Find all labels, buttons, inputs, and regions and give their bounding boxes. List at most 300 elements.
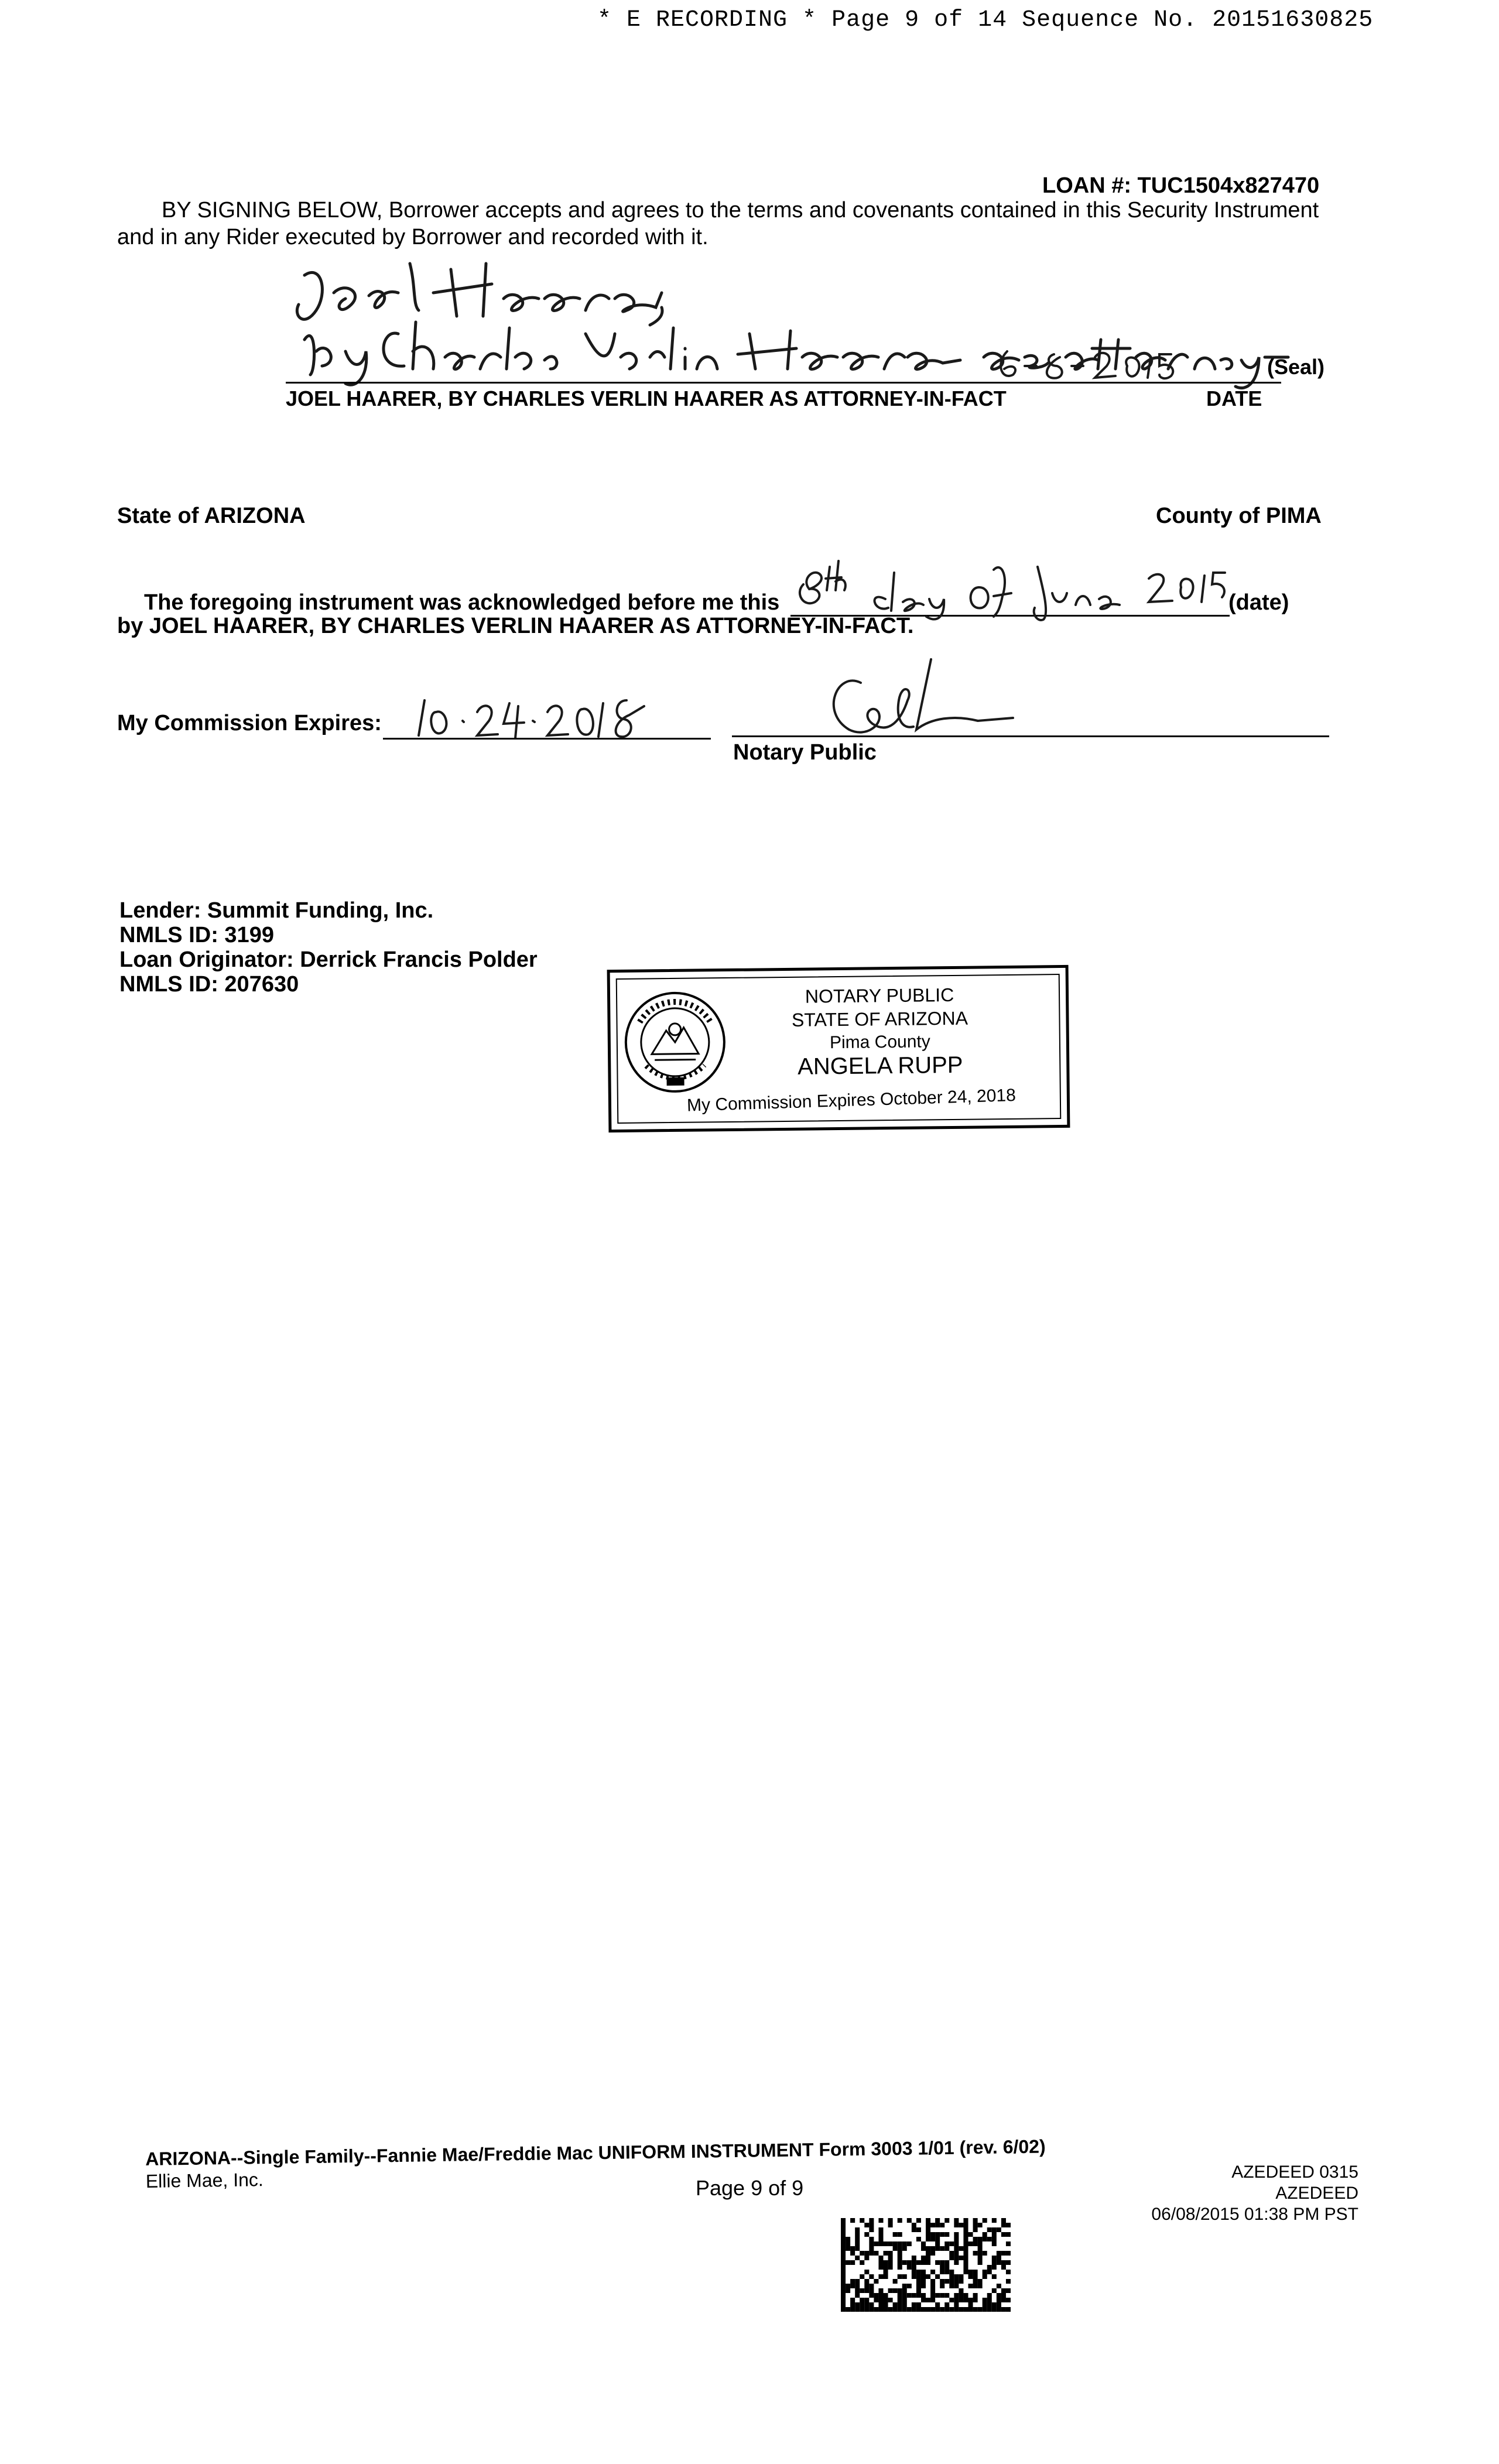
barcode-module: [855, 2293, 860, 2298]
barcode-module: [930, 2251, 935, 2256]
barcode-module: [992, 2227, 997, 2232]
barcode-module: [898, 2232, 902, 2237]
barcode-module: [864, 2270, 869, 2274]
barcode-module: [874, 2293, 878, 2298]
barcode-module: [898, 2298, 902, 2302]
barcode-module: [930, 2223, 935, 2227]
barcode-module: [1006, 2279, 1011, 2284]
barcode-module: [907, 2265, 912, 2270]
barcode-module: [916, 2293, 921, 2298]
barcode-module: [978, 2223, 983, 2227]
barcode-module: [878, 2218, 883, 2223]
barcode-module: [959, 2279, 963, 2284]
barcode-module: [864, 2279, 869, 2284]
barcode-module: [987, 2265, 992, 2270]
barcode-module: [893, 2241, 898, 2246]
barcode-module: [850, 2279, 855, 2284]
barcode-module: [888, 2251, 893, 2256]
barcode-module: [926, 2232, 930, 2237]
barcode-module: [902, 2284, 907, 2288]
barcode-module: [850, 2218, 855, 2223]
barcode-module: [963, 2218, 968, 2223]
barcode-module: [898, 2302, 902, 2307]
barcode-module: [949, 2284, 954, 2288]
barcode-module: [949, 2307, 954, 2312]
barcode-module: [940, 2279, 944, 2284]
signature-date-label: DATE: [1206, 386, 1262, 410]
barcode-module: [850, 2298, 855, 2302]
barcode-module: [860, 2274, 864, 2279]
barcode-module: [878, 2298, 883, 2302]
barcode-module: [898, 2265, 902, 2270]
barcode-module: [864, 2256, 869, 2260]
barcode-module: [930, 2270, 935, 2274]
barcode-module: [841, 2270, 846, 2274]
barcode-module: [841, 2293, 846, 2298]
barcode-module: [846, 2288, 850, 2293]
barcode-module: [954, 2307, 959, 2312]
barcode-module: [987, 2307, 992, 2312]
barcode-module: [912, 2260, 916, 2265]
barcode-module: [869, 2241, 874, 2246]
barcode-module: [902, 2260, 907, 2265]
barcode-module: [997, 2260, 1001, 2265]
barcode-module: [898, 2241, 902, 2246]
barcode-module: [954, 2260, 959, 2265]
barcode-module: [968, 2302, 973, 2307]
barcode-module: [987, 2227, 992, 2232]
barcode-module: [935, 2237, 940, 2241]
barcode-module: [878, 2232, 883, 2237]
barcode-module: [997, 2307, 1001, 2312]
barcode-module: [884, 2274, 888, 2279]
barcode-module: [944, 2302, 949, 2307]
barcode-module: [935, 2246, 940, 2251]
barcode-module: [916, 2307, 921, 2312]
barcode-module: [888, 2241, 893, 2246]
barcode-module: [898, 2218, 902, 2223]
barcode-module: [921, 2270, 926, 2274]
barcode-module: [954, 2293, 959, 2298]
barcode-module: [907, 2260, 912, 2265]
barcode-module: [978, 2251, 983, 2256]
commission-label: My Commission Expires:: [117, 711, 382, 735]
barcode-module: [940, 2270, 944, 2274]
barcode-module: [841, 2232, 846, 2237]
barcode-module: [841, 2265, 846, 2270]
barcode-module: [916, 2227, 921, 2232]
barcode-module: [930, 2293, 935, 2298]
barcode-module: [888, 2223, 893, 2227]
barcode-module: [973, 2274, 978, 2279]
barcode-module: [916, 2237, 921, 2241]
barcode-module: [963, 2227, 968, 2232]
barcode-module: [973, 2241, 978, 2246]
loan-number: LOAN #: TUC1504x827470: [1042, 173, 1320, 198]
barcode-module: [1001, 2232, 1006, 2237]
notary-stamp-county: Pima County: [829, 1032, 930, 1053]
barcode-module: [855, 2241, 860, 2246]
barcode-module: [864, 2298, 869, 2302]
barcode-module: [884, 2241, 888, 2246]
barcode-module: [1006, 2270, 1011, 2274]
barcode-module: [954, 2241, 959, 2246]
barcode-module: [898, 2288, 902, 2293]
barcode-module: [902, 2288, 907, 2293]
barcode-module: [949, 2256, 954, 2260]
barcode-module: [902, 2298, 907, 2302]
barcode-module: [978, 2246, 983, 2251]
barcode-module: [983, 2218, 987, 2223]
barcode-module: [921, 2284, 926, 2288]
barcode-module: [926, 2274, 930, 2279]
acknowledgment-signer: by JOEL HAARER, BY CHARLES VERLIN HAARER AS ATTORNEY-IN-FACT.: [117, 614, 914, 638]
barcode-module: [864, 2251, 869, 2256]
barcode-module: [869, 2246, 874, 2251]
barcode-module: [954, 2237, 959, 2241]
barcode-module: [963, 2232, 968, 2237]
barcode-module: [878, 2274, 883, 2279]
barcode-module: [912, 2265, 916, 2270]
barcode-module: [959, 2307, 963, 2312]
barcode-module: [983, 2270, 987, 2274]
barcode-module: [983, 2298, 987, 2302]
barcode-module: [1006, 2251, 1011, 2256]
loan-originator: Loan Originator: Derrick Francis Polder: [119, 947, 538, 972]
barcode-module: [949, 2298, 954, 2302]
barcode-module: [968, 2241, 973, 2246]
barcode-module: [860, 2298, 864, 2302]
barcode-module: [850, 2302, 855, 2307]
barcode-module: [997, 2293, 1001, 2298]
barcode-module: [893, 2232, 898, 2237]
barcode-module: [968, 2307, 973, 2312]
barcode-module: [841, 2298, 846, 2302]
barcode-module: [841, 2288, 846, 2293]
barcode-module: [916, 2302, 921, 2307]
barcode-module: [949, 2241, 954, 2246]
barcode-module: [884, 2302, 888, 2307]
barcode-module: [973, 2251, 978, 2256]
barcode-module: [935, 2232, 940, 2237]
commission-line: [383, 738, 711, 740]
barcode-module: [884, 2251, 888, 2256]
barcode-module: [973, 2227, 978, 2232]
barcode-module: [864, 2307, 869, 2312]
barcode-module: [869, 2307, 874, 2312]
barcode-module: [841, 2218, 846, 2223]
barcode-module: [1006, 2260, 1011, 2265]
barcode-module: [973, 2298, 978, 2302]
barcode-module: [926, 2251, 930, 2256]
barcode-module: [1001, 2288, 1006, 2293]
barcode-module: [963, 2298, 968, 2302]
notary-stamp-state: STATE OF ARIZONA: [791, 1007, 968, 1031]
barcode-module: [850, 2307, 855, 2312]
barcode-module: [907, 2307, 912, 2312]
barcode-module: [944, 2307, 949, 2312]
barcode-module: [983, 2274, 987, 2279]
barcode-module: [968, 2284, 973, 2288]
barcode-module: [898, 2293, 902, 2298]
barcode-module: [864, 2232, 869, 2237]
barcode-module: [869, 2218, 874, 2223]
barcode-module: [860, 2251, 864, 2256]
barcode-module: [935, 2223, 940, 2227]
barcode-module: [850, 2246, 855, 2251]
barcode-module: [992, 2260, 997, 2265]
barcode-module: [992, 2241, 997, 2246]
barcode-module: [921, 2298, 926, 2302]
barcode-module: [963, 2265, 968, 2270]
barcode-module: [841, 2237, 846, 2241]
barcode-module: [978, 2307, 983, 2312]
barcode-module: [860, 2288, 864, 2293]
county-label: County of PIMA: [1156, 504, 1322, 528]
barcode-module: [921, 2256, 926, 2260]
barcode-module: [907, 2241, 912, 2246]
barcode-module: [992, 2256, 997, 2260]
barcode-module: [983, 2232, 987, 2237]
barcode-module: [997, 2227, 1001, 2232]
barcode-module: [850, 2260, 855, 2265]
barcode-module: [869, 2227, 874, 2232]
barcode-module: [992, 2265, 997, 2270]
barcode-module: [997, 2302, 1001, 2307]
notary-signature: [814, 648, 1025, 747]
barcode-module: [963, 2223, 968, 2227]
barcode-module: [855, 2279, 860, 2284]
barcode-module: [940, 2246, 944, 2251]
barcode-module: [841, 2284, 846, 2288]
barcode-module: [926, 2218, 930, 2223]
barcode-module: [921, 2307, 926, 2312]
barcode-module: [921, 2260, 926, 2265]
barcode-module: [921, 2293, 926, 2298]
barcode-module: [954, 2298, 959, 2302]
barcode-module: [864, 2284, 869, 2288]
barcode-module: [907, 2284, 912, 2288]
barcode-module: [963, 2246, 968, 2251]
signing-statement: BY SIGNING BELOW, Borrower accepts and agrees to the terms and covenants contained in this Security Instrument and in any Rider executed by Borrower and recorded with it.: [117, 198, 1319, 249]
barcode-module: [893, 2246, 898, 2251]
barcode-module: [959, 2223, 963, 2227]
barcode-module: [935, 2274, 940, 2279]
barcode-module: [855, 2237, 860, 2241]
barcode-module: [888, 2288, 893, 2293]
notary-stamp: [607, 965, 1070, 1132]
barcode-module: [1001, 2251, 1006, 2256]
footer-code-1: AZEDEED 0315: [1231, 2162, 1358, 2182]
barcode-module: [846, 2260, 850, 2265]
barcode-module: [916, 2288, 921, 2293]
signature-handwritten-date: [990, 340, 1224, 386]
barcode-module: [959, 2274, 963, 2279]
barcode-module: [973, 2223, 978, 2227]
acknowledgment-date-label: (date): [1228, 590, 1289, 615]
barcode-module: [912, 2302, 916, 2307]
barcode-module: [1001, 2265, 1006, 2270]
barcode-module: [898, 2256, 902, 2260]
barcode-module: [949, 2270, 954, 2274]
barcode-module: [1001, 2293, 1006, 2298]
barcode-module: [878, 2227, 883, 2232]
barcode-module: [888, 2256, 893, 2260]
barcode-module: [907, 2218, 912, 2223]
barcode-module: [846, 2237, 850, 2241]
barcode-module: [973, 2279, 978, 2284]
barcode-module: [846, 2246, 850, 2251]
barcode-module: [916, 2284, 921, 2288]
barcode-module: [954, 2218, 959, 2223]
barcode-module: [916, 2270, 921, 2274]
barcode-module: [912, 2223, 916, 2227]
barcode-module: [893, 2279, 898, 2284]
acknowledgment-text: The foregoing instrument was acknowledged before me this: [144, 590, 780, 615]
barcode-module: [893, 2288, 898, 2293]
barcode-module: [987, 2293, 992, 2298]
barcode-module: [930, 2237, 935, 2241]
barcode-module: [902, 2293, 907, 2298]
barcode-module: [878, 2256, 883, 2260]
barcode-module: [841, 2251, 846, 2256]
barcode-module: [940, 2307, 944, 2312]
barcode-module: [864, 2302, 869, 2307]
barcode-module: [978, 2237, 983, 2241]
barcode-module: [944, 2279, 949, 2284]
barcode-module: [902, 2307, 907, 2312]
commission-handwritten-value: [410, 689, 656, 741]
barcode-module: [855, 2232, 860, 2237]
barcode-module: [940, 2223, 944, 2227]
barcode-module: [983, 2237, 987, 2241]
barcode-module: [992, 2288, 997, 2293]
lender-name: Lender: Summit Funding, Inc.: [119, 898, 434, 923]
barcode-module: [893, 2307, 898, 2312]
barcode-module: [963, 2270, 968, 2274]
barcode-module: [855, 2284, 860, 2288]
barcode-module: [954, 2284, 959, 2288]
barcode-module: [888, 2265, 893, 2270]
barcode-module: [954, 2279, 959, 2284]
barcode-module: [884, 2298, 888, 2302]
barcode-module: [963, 2307, 968, 2312]
barcode-module: [926, 2227, 930, 2232]
barcode-module: [968, 2270, 973, 2274]
barcode-module: [954, 2256, 959, 2260]
barcode-module: [954, 2246, 959, 2251]
notary-stamp-name: ANGELA RUPP: [797, 1052, 963, 1080]
barcode-module: [921, 2246, 926, 2251]
barcode-module: [992, 2232, 997, 2237]
barcode-module: [954, 2302, 959, 2307]
barcode-module: [926, 2237, 930, 2241]
barcode-module: [973, 2284, 978, 2288]
barcode-module: [878, 2237, 883, 2241]
barcode-module: [874, 2307, 878, 2312]
barcode-module: [902, 2241, 907, 2246]
barcode-module: [963, 2251, 968, 2256]
barcode-module: [874, 2279, 878, 2284]
barcode-module: [944, 2246, 949, 2251]
barcode-module: [878, 2288, 883, 2293]
footer-form-info: [145, 2136, 1046, 2192]
barcode-module: [973, 2293, 978, 2298]
barcode-module: [869, 2293, 874, 2298]
barcode-module: [940, 2260, 944, 2265]
acknowledgment-handwritten-date: [792, 555, 1225, 620]
barcode-module: [954, 2251, 959, 2256]
barcode-module: [841, 2260, 846, 2265]
barcode-module: [926, 2246, 930, 2251]
barcode-module: [940, 2232, 944, 2237]
barcode-module: [944, 2260, 949, 2265]
barcode-module: [978, 2256, 983, 2260]
barcode-module: [959, 2293, 963, 2298]
barcode-module: [926, 2223, 930, 2227]
barcode-module: [997, 2256, 1001, 2260]
barcode-module: [869, 2223, 874, 2227]
barcode-module: [1006, 2223, 1011, 2227]
barcode-module: [855, 2227, 860, 2232]
barcode-module: [959, 2288, 963, 2293]
state-seal-icon: [622, 989, 728, 1096]
barcode-module: [841, 2307, 846, 2312]
barcode-module: [963, 2256, 968, 2260]
barcode-module: [860, 2302, 864, 2307]
barcode-module: [898, 2251, 902, 2256]
lender-info: [119, 898, 538, 997]
barcode-module: [893, 2302, 898, 2307]
barcode-module: [997, 2298, 1001, 2302]
barcode-module: [992, 2307, 997, 2312]
barcode-module: [841, 2246, 846, 2251]
barcode-module: [878, 2293, 883, 2298]
barcode-module: [926, 2260, 930, 2265]
barcode-module: [869, 2302, 874, 2307]
barcode-module: [888, 2218, 893, 2223]
barcode-module: [935, 2241, 940, 2246]
lender-nmls: NMLS ID: 3199: [119, 923, 274, 947]
notary-stamp-text: [751, 983, 1009, 1079]
barcode-module: [846, 2241, 850, 2246]
barcode-module: [1001, 2307, 1006, 2312]
barcode-module: [959, 2256, 963, 2260]
barcode-module: [878, 2307, 883, 2312]
barcode-module: [968, 2274, 973, 2279]
barcode-module: [874, 2298, 878, 2302]
signer-name: JOEL HAARER, BY CHARLES VERLIN HAARER AS ATTORNEY-IN-FACT: [286, 386, 1007, 410]
barcode-module: [869, 2288, 874, 2293]
barcode-module: [949, 2274, 954, 2279]
barcode-module: [930, 2279, 935, 2284]
barcode-module: [959, 2246, 963, 2251]
barcode-module: [935, 2260, 940, 2265]
footer-code-2: AZEDEED: [1275, 2184, 1358, 2203]
barcode-module: [954, 2223, 959, 2227]
barcode-module: [860, 2218, 864, 2223]
seal-label: (Seal): [1267, 355, 1325, 379]
barcode-module: [878, 2302, 883, 2307]
barcode-module: [884, 2265, 888, 2270]
barcode-module: [841, 2274, 846, 2279]
barcode-module: [884, 2260, 888, 2265]
recording-header: * E RECORDING * Page 9 of 14 Sequence No. 20151630825: [597, 7, 1374, 33]
barcode-module: [963, 2237, 968, 2241]
barcode-module: [1001, 2223, 1006, 2227]
barcode-module: [841, 2256, 846, 2260]
barcode-module: [992, 2218, 997, 2223]
